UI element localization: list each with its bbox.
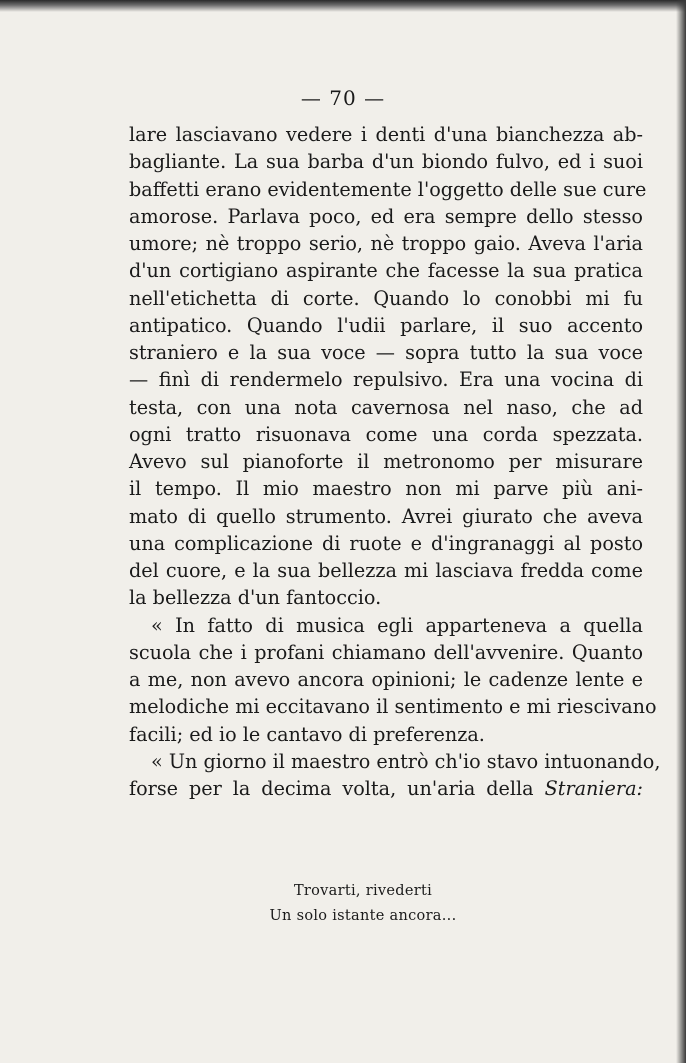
text-line: nell'etichetta di corte. Quando lo conobbi mi fu (129, 286, 643, 310)
text-line: una complicazione di ruote e d'ingranaggi al posto (129, 531, 643, 555)
text-line: umore; nè troppo serio, nè troppo gaio. Aveva l'aria (129, 232, 643, 255)
text-line: facili; ed io le cantavo di preferenza. (129, 722, 485, 746)
text-line: melodiche mi eccitavano il sentimento e mi riescivano (129, 695, 657, 719)
text-line-final-roman: forse per la decima volta, un'aria della (129, 777, 534, 800)
verse-line-1: Trovarti, rivederti (293, 883, 433, 899)
text-line: la bellezza d'un fantoccio. (129, 586, 382, 610)
text-line: « Un giorno il maestro entrò ch'io stavo intuonando, (151, 749, 661, 773)
page-number: — 70 — (300, 86, 386, 110)
text-line: del cuore, e la sua bellezza mi lasciava fredda come (129, 559, 643, 582)
text-line: « In fatto di musica egli apparteneva a quella (151, 613, 643, 637)
text-line: bagliante. La sua barba d'un biondo fulvo, ed i suoi (129, 150, 643, 174)
opera-title: Straniera: (544, 777, 643, 800)
text-line: amorose. Parlava poco, ed era sempre dello stesso (129, 204, 643, 228)
text-line: mato di quello strumento. Avrei giurato che aveva (129, 504, 643, 528)
text-line: straniero e la sua voce — sopra tutto la sua voce (129, 341, 643, 364)
text-line: d'un cortigiano aspirante che facesse la sua pratica (129, 259, 643, 283)
text-line: Avevo sul pianoforte il metronomo per misurare (129, 450, 643, 473)
text-line: baffetti erano evidentemente l'oggetto delle sue cure (129, 177, 647, 201)
text-line: a me, non avevo ancora opinioni; le cadenze lente e (129, 668, 643, 691)
text-line: lare lasciavano vedere i denti d'una bianchezza ab- (129, 123, 643, 146)
text-line: il tempo. Il mio maestro non mi parve più ani- (129, 477, 643, 501)
text-line: testa, con una nota cavernosa nel naso, che ad (129, 395, 643, 419)
text-line: — finì di rendermelo repulsivo. Era una vocina di (129, 368, 643, 392)
page-top-shadow (0, 0, 686, 12)
body-text (129, 121, 661, 802)
verse-line-2: Un solo istante ancora... (269, 908, 457, 924)
text-line: scuola che i profani chiamano dell'avvenire. Quanto (129, 640, 643, 664)
text-line: ogni tratto risuonava come una corda spezzata. (129, 422, 643, 446)
text-line: antipatico. Quando l'udii parlare, il suo accento (129, 313, 643, 337)
text-line-final (129, 775, 643, 802)
page-right-shadow (676, 0, 686, 1063)
